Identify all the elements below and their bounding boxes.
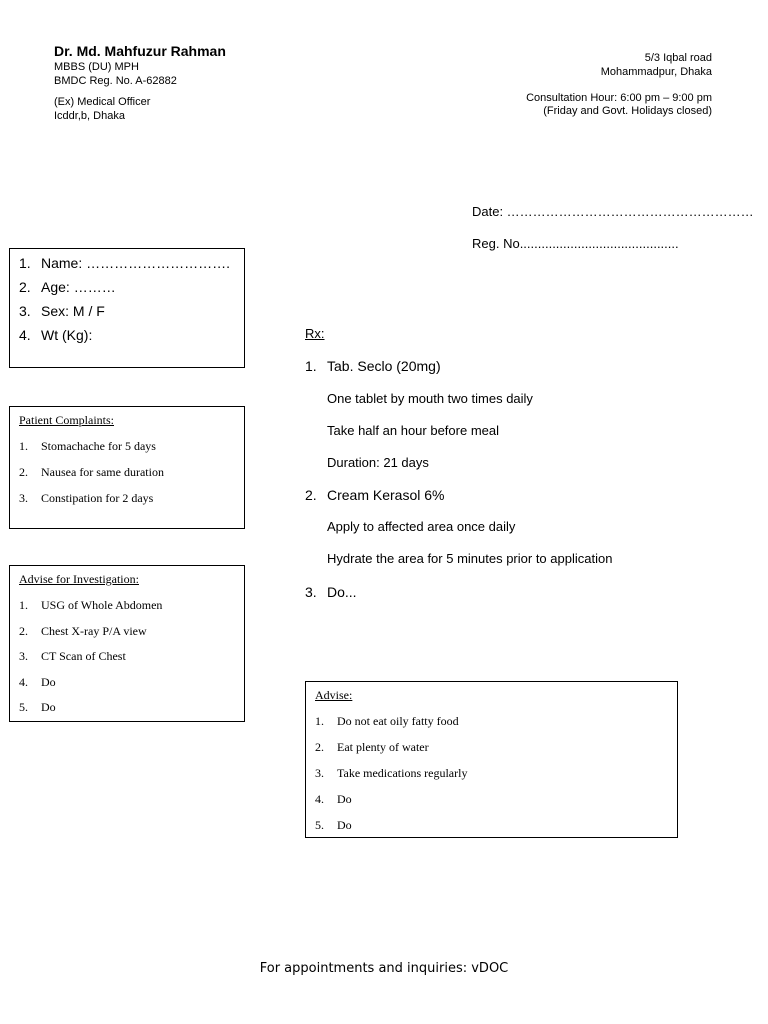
complaint-item (19, 491, 153, 506)
patient-sex: Sex: M / F (41, 303, 105, 319)
reg-no-field: Reg. No............................................ (472, 236, 679, 251)
item-number: 3. (315, 766, 324, 780)
rx-med-1-instruction: Take half an hour before meal (327, 423, 499, 438)
closed-note: (Friday and Govt. Holidays closed) (543, 105, 712, 117)
rx-med-2-instruction: Hydrate the area for 5 minutes prior to application (327, 551, 613, 566)
item-number: 2. (19, 279, 31, 295)
investigation-title: Advise for Investigation: (19, 572, 139, 586)
investigation-item (19, 649, 126, 664)
investigation-box (9, 565, 245, 722)
patient-age: Age: ……… (41, 279, 116, 295)
med-name: Tab. Seclo (20mg) (327, 358, 441, 374)
doctor-degree: MBBS (DU) MPH (54, 61, 139, 73)
investigation-item (19, 598, 162, 613)
rx-med-1 (305, 358, 441, 374)
item-number: 4. (315, 792, 324, 806)
complaint-text: Constipation for 2 days (41, 491, 154, 505)
advise-text: Eat plenty of water (337, 740, 429, 754)
advise-item (315, 818, 352, 833)
investigation-text: CT Scan of Chest (41, 649, 126, 663)
item-number: 5. (315, 818, 324, 832)
doctor-name: Dr. Md. Mahfuzur Rahman (54, 43, 226, 59)
complaint-text: Stomachache for 5 days (41, 439, 156, 453)
date-field: Date: ………………………………………………… (472, 204, 754, 219)
investigation-text: Do (41, 700, 56, 714)
rx-med-3 (305, 584, 357, 600)
investigation-text: Do (41, 675, 56, 689)
item-number: 2. (19, 465, 28, 479)
advise-item (315, 714, 459, 729)
rx-med-1-instruction: Duration: 21 days (327, 455, 429, 470)
item-number: 1. (19, 439, 28, 453)
advise-text: Do (337, 818, 352, 832)
advise-title: Advise: (315, 688, 353, 702)
item-number: 3. (19, 649, 28, 663)
patient-name-row (19, 255, 230, 271)
med-name: Cream Kerasol 6% (327, 487, 445, 503)
item-number: 3. (19, 303, 31, 319)
complaint-text: Nausea for same duration (41, 465, 164, 479)
advise-box (305, 681, 678, 838)
item-number: 2. (315, 740, 324, 754)
investigation-item (19, 675, 56, 690)
advise-text: Do (337, 792, 352, 806)
rx-med-2 (305, 487, 445, 503)
item-number: 2. (19, 624, 28, 638)
complaint-item (19, 439, 156, 454)
patient-info-box (9, 248, 245, 368)
item-number: 5. (19, 700, 28, 714)
item-number: 1. (19, 598, 28, 612)
investigation-text: Chest X-ray P/A view (41, 624, 147, 638)
item-number: 2. (305, 487, 317, 503)
investigation-text: USG of Whole Abdomen (41, 598, 163, 612)
consultation-hour: Consultation Hour: 6:00 pm – 9:00 pm (526, 92, 712, 104)
item-number: 4. (19, 327, 31, 343)
item-number: 3. (19, 491, 28, 505)
advise-item (315, 792, 352, 807)
investigation-item (19, 700, 56, 715)
item-number: 1. (305, 358, 317, 374)
address-line2: Mohammadpur, Dhaka (600, 66, 712, 78)
patient-weight-row (19, 327, 92, 343)
complaints-box (9, 406, 245, 529)
rx-title: Rx: (305, 326, 325, 341)
item-number: 4. (19, 675, 28, 689)
patient-name: Name: …………………………. (41, 255, 231, 271)
advise-item (315, 766, 467, 781)
patient-weight: Wt (Kg): (41, 327, 93, 343)
footer-text: For appointments and inquiries: vDOC (259, 961, 509, 976)
complaints-title: Patient Complaints: (19, 413, 114, 427)
rx-med-1-instruction: One tablet by mouth two times daily (327, 391, 533, 406)
item-number: 3. (305, 584, 317, 600)
address-line1: 5/3 Iqbal road (644, 52, 712, 64)
advise-text: Do not eat oily fatty food (337, 714, 459, 728)
item-number: 1. (19, 255, 31, 271)
doctor-reg: BMDC Reg. No. A-62882 (54, 75, 177, 87)
item-number: 1. (315, 714, 324, 728)
patient-age-row (19, 279, 116, 295)
investigation-item (19, 624, 147, 639)
doctor-institution: Icddr,b, Dhaka (54, 110, 125, 122)
med-name: Do... (327, 584, 357, 600)
patient-sex-row (19, 303, 105, 319)
advise-text: Take medications regularly (337, 766, 468, 780)
advise-item (315, 740, 429, 755)
complaint-item (19, 465, 164, 480)
doctor-position: (Ex) Medical Officer (54, 96, 151, 108)
rx-med-2-instruction: Apply to affected area once daily (327, 519, 516, 534)
